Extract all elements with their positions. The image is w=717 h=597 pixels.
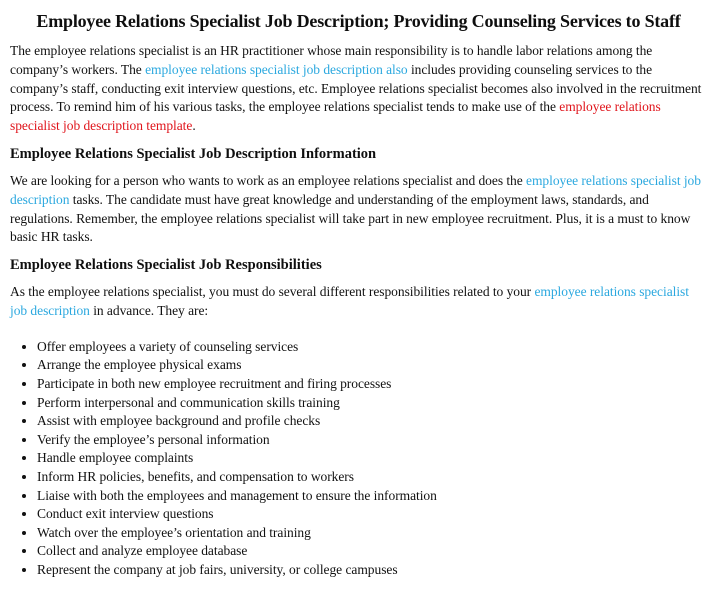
intro-paragraph: [10, 42, 707, 136]
list-item: • Liaise with both the employees and management to ensure the information: [37, 487, 707, 506]
responsibilities-list: [10, 338, 707, 580]
section-heading-information: Employee Relations Specialist Job Description Information: [10, 145, 377, 162]
list-item: • Collect and analyze employee database: [37, 542, 707, 561]
information-paragraph: [10, 172, 707, 247]
intro-text-3: .: [192, 118, 196, 134]
list-item: • Represent the company at job fairs, university, or college campuses: [37, 561, 707, 580]
information-text-2: tasks. The candidate must have great knowledge and understanding of the employment laws, standards, and regulations. Remember, the employee relations specialist will take part in new employee recruitment. Plus, it is a must to know basic HR tasks.: [10, 191, 691, 245]
page-title: Employee Relations Specialist Job Description; Providing Counseling Services to Staff: [36, 11, 681, 31]
responsibilities-paragraph: [10, 283, 707, 321]
responsibilities-text-1: As the employee relations specialist, you must do several different responsibilities related to your: [10, 284, 535, 300]
list-item: • Offer employees a variety of counseling services: [37, 338, 707, 357]
list-item: • Conduct exit interview questions: [37, 505, 707, 524]
information-text-1: We are looking for a person who wants to work as an employee relations specialist and does the: [10, 172, 527, 188]
section-heading-responsibilities: Employee Relations Specialist Job Responsibilities: [10, 257, 322, 274]
list-item: • Perform interpersonal and communication skills training: [37, 394, 707, 413]
responsibilities-text-2: in advance. They are:: [89, 302, 209, 318]
intro-text-2: includes providing counseling services to the company’s staff, conducting exit interview questions, etc. Employee relations specialist becomes also involved in the recruitment process. To remind him of his various tasks, the employee relations specialist tends to make use of the: [10, 61, 702, 115]
list-item: • Arrange the employee physical exams: [37, 356, 707, 375]
job-description-link-information[interactable]: employee relations specialist job description: [10, 172, 701, 207]
list-item: • Verify the employee’s personal information: [37, 431, 707, 450]
list-item: • Watch over the employee’s orientation and training: [37, 524, 707, 543]
job-description-template-link[interactable]: employee relations specialist job description template: [10, 99, 661, 134]
list-item: • Handle employee complaints: [37, 449, 707, 468]
job-description-also-link[interactable]: employee relations specialist job description also: [145, 61, 408, 77]
intro-text-1: The employee relations specialist is an HR practitioner whose main responsibility is to handle labor relations among the company’s workers. The: [10, 43, 653, 77]
list-item: • Participate in both new employee recruitment and firing processes: [37, 375, 707, 394]
list-item: • Assist with employee background and profile checks: [37, 412, 707, 431]
list-item: • Inform HR policies, benefits, and compensation to workers: [37, 468, 707, 487]
job-description-link-responsibilities[interactable]: employee relations specialist job description: [10, 284, 689, 318]
